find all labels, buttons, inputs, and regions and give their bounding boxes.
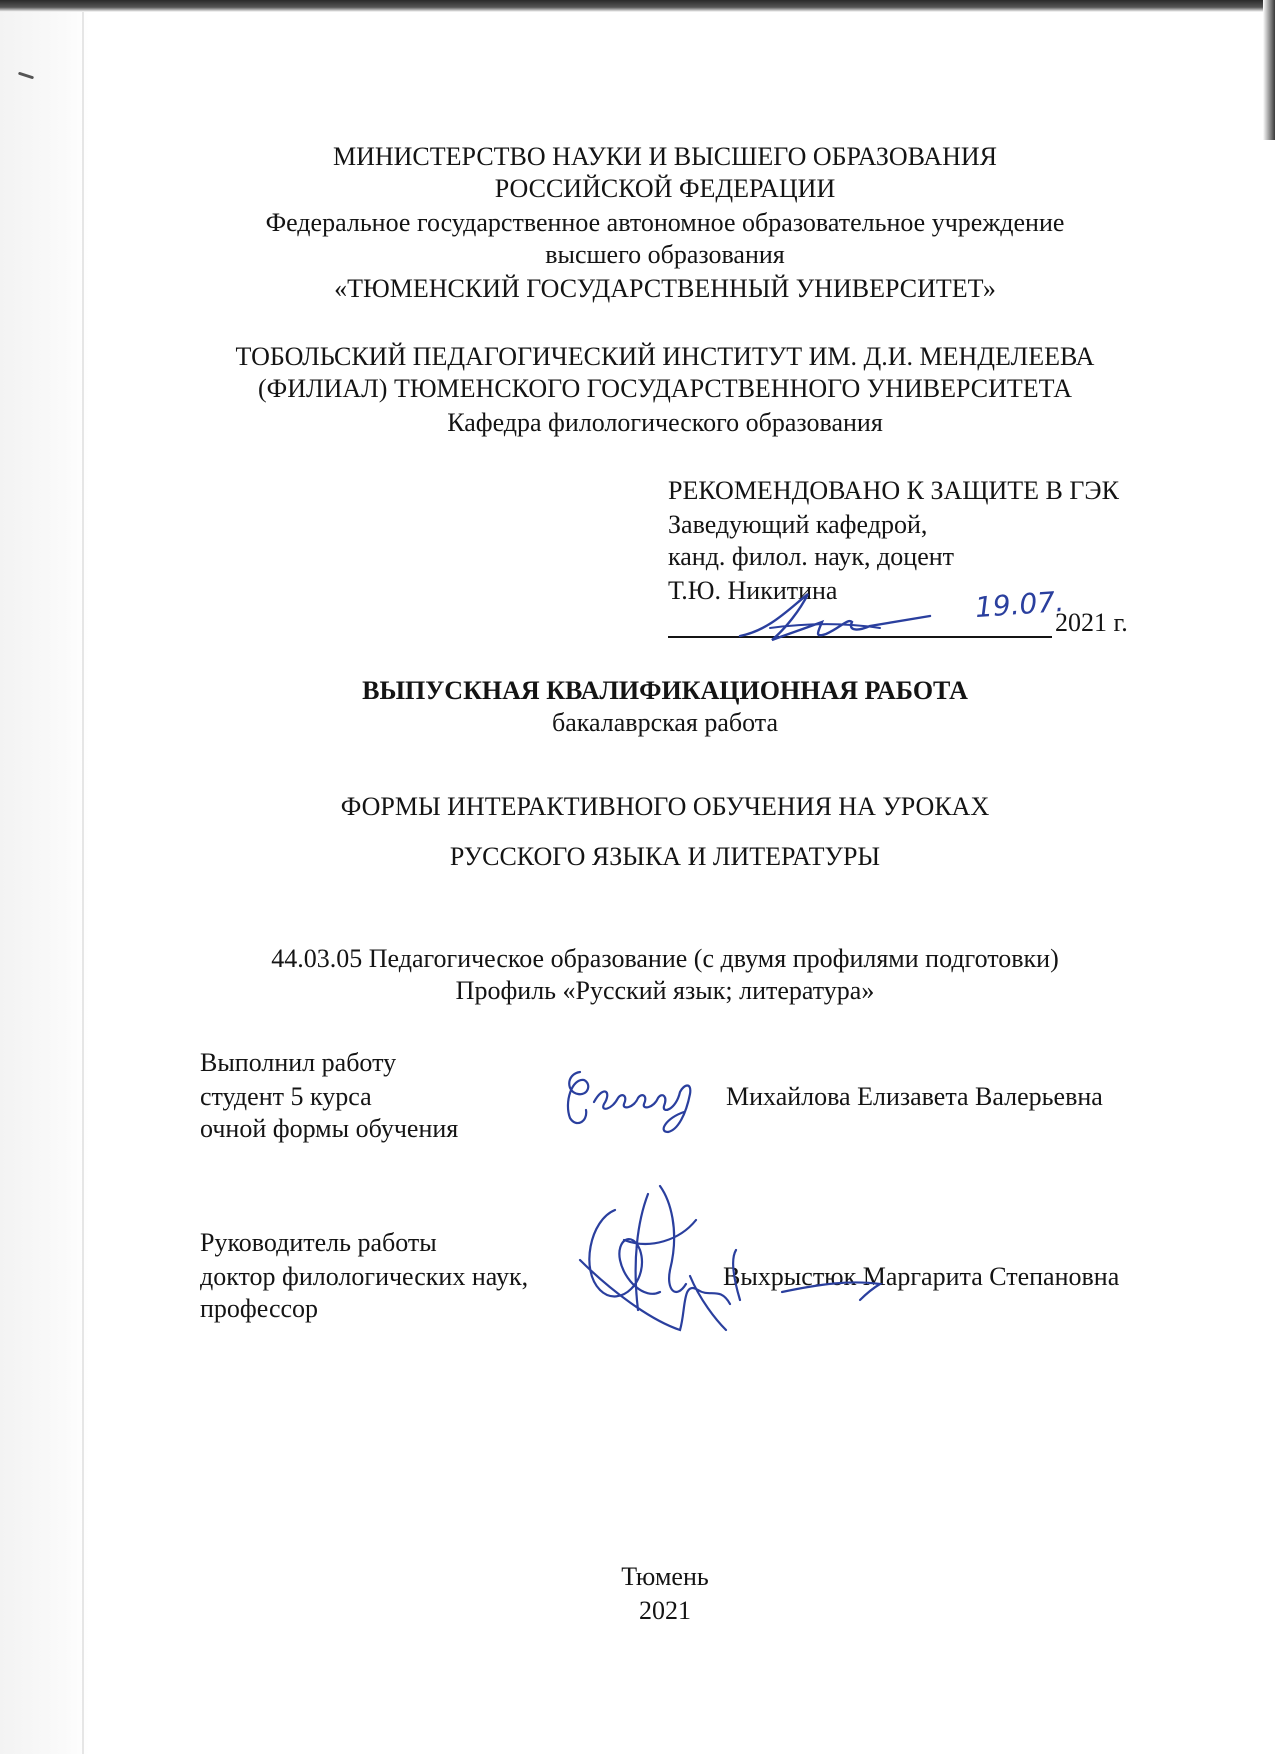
head-of-department-signature-icon: [730, 588, 940, 648]
approval-name: Т.Ю. Никитина: [668, 576, 838, 605]
ministry-line-1: МИНИСТЕРСТВО НАУКИ И ВЫСШЕГО ОБРАЗОВАНИЯ: [332, 142, 997, 171]
author-label-line-2: студент 5 курса: [200, 1082, 372, 1111]
approval-year: 2021 г.: [1055, 608, 1128, 637]
specialty-code: 44.03.05 Педагогическое образование (с двумя профилями подготовки): [271, 944, 1059, 973]
department-name: Кафедра филологического образования: [447, 408, 883, 437]
supervisor-name: Выхрыстюк Маргарита Степановна: [723, 1262, 1120, 1291]
footer-year: 2021: [639, 1596, 691, 1625]
scan-fold-line: [82, 0, 84, 1754]
author-label-line-1: Выполнил работу: [200, 1048, 397, 1077]
institute-line-2: (ФИЛИАЛ) ТЮМЕНСКОГО ГОСУДАРСТВЕННОГО УНИВЕРСИТЕТА: [258, 374, 1072, 403]
thesis-title-line-2: РУССКОГО ЯЗЫКА И ЛИТЕРАТУРЫ: [449, 842, 881, 871]
scan-right-edge: [1263, 0, 1275, 140]
scan-left-shadow: [0, 0, 90, 1754]
institute-line-1: ТОБОЛЬСКИЙ ПЕДАГОГИЧЕСКИЙ ИНСТИТУТ ИМ. Д.И. МЕНДЕЛЕЕВА: [235, 342, 1095, 371]
supervisor-label-line-1: Руководитель работы: [200, 1228, 437, 1257]
supervisor-signature-icon: [520, 1180, 890, 1340]
ministry-line-2: РОССИЙСКОЙ ФЕДЕРАЦИИ: [494, 174, 836, 203]
approval-degree: канд. филол. наук, доцент: [668, 542, 955, 571]
author-signature-icon: [558, 1062, 703, 1137]
supervisor-label-line-2: доктор филологических наук,: [200, 1262, 529, 1291]
work-type: ВЫПУСКНАЯ КВАЛИФИКАЦИОННАЯ РАБОТА: [362, 676, 968, 705]
approval-handwritten-date: 19.07.: [973, 584, 1066, 625]
institution-type-line-2: высшего образования: [545, 240, 785, 269]
university-name: «ТЮМЕНСКИЙ ГОСУДАРСТВЕННЫЙ УНИВЕРСИТЕТ»: [334, 274, 996, 303]
author-label-line-3: очной формы обучения: [200, 1114, 459, 1143]
author-name: Михайлова Елизавета Валерьевна: [726, 1082, 1103, 1111]
thesis-title-line-1: ФОРМЫ ИНТЕРАКТИВНОГО ОБУЧЕНИЯ НА УРОКАХ: [340, 792, 990, 821]
supervisor-label-line-3: профессор: [200, 1294, 319, 1323]
approval-recommended: РЕКОМЕНДОВАНО К ЗАЩИТЕ В ГЭК: [668, 476, 1119, 505]
approval-position: Заведующий кафедрой,: [668, 510, 928, 539]
institution-type-line-1: Федеральное государственное автономное образовательное учреждение: [265, 208, 1065, 237]
specialty-profile: Профиль «Русский язык; литература»: [455, 976, 875, 1005]
work-subtype: бакалаврская работа: [552, 708, 778, 737]
scan-top-edge: [0, 0, 1275, 12]
footer-city: Тюмень: [621, 1562, 709, 1591]
